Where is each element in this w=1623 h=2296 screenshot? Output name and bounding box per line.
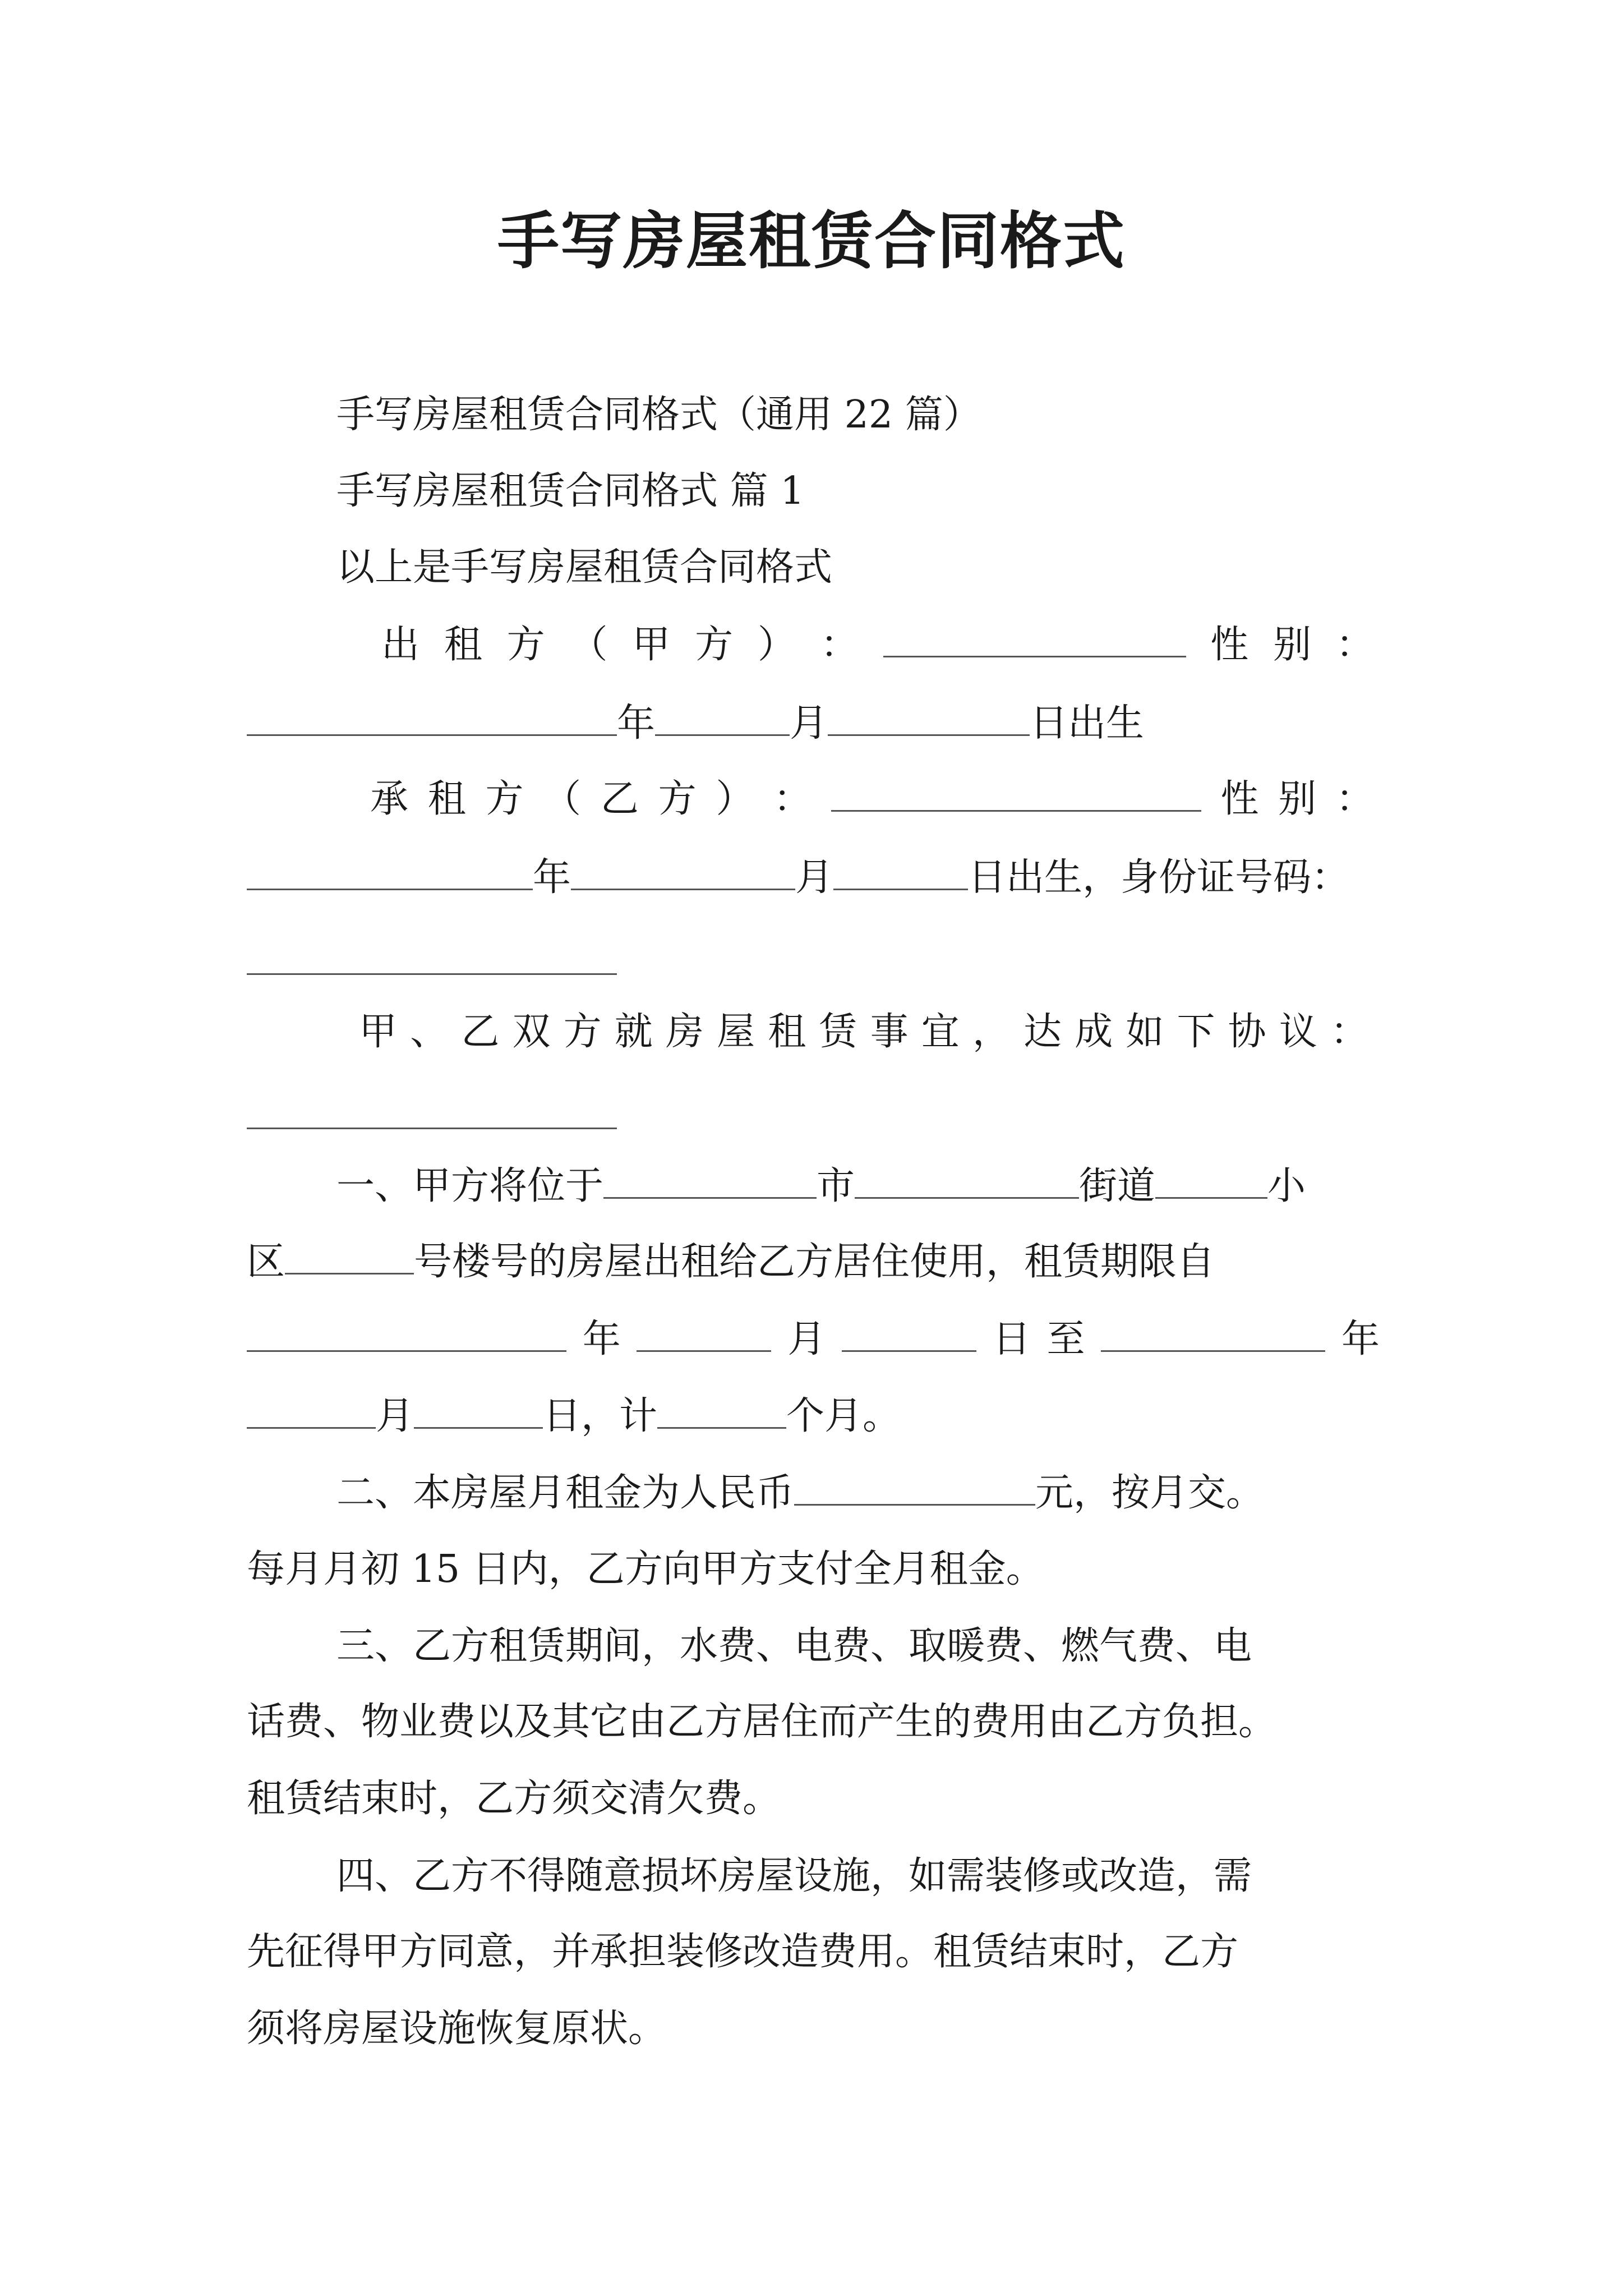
party-a-line <box>381 617 1374 673</box>
agreement-char: 赁 <box>819 1010 857 1054</box>
party-b-char: 方 <box>485 777 524 821</box>
clause3-line-1: 三、乙方租赁期间，水费、电费、取暖费、燃气费、电 <box>336 1624 1252 1668</box>
agreement-char: 双 <box>512 1010 551 1054</box>
party-a-name-blank <box>883 622 1186 657</box>
clause2-rent-blank <box>794 1470 1035 1506</box>
clause4-line-2: 先征得甲方同意，并承担装修改造费用。租赁结束时，乙方 <box>247 1930 1239 1974</box>
party-b-char: 方 <box>658 777 697 821</box>
clause1-end-month-label: 月 <box>376 1394 414 1438</box>
intro-line-2: 手写房屋租赁合同格式 篇 1 <box>336 469 805 513</box>
party-b-char: 乙 <box>600 777 639 821</box>
intro-line-1: 手写房屋租赁合同格式（通用 22 篇） <box>336 393 981 437</box>
agreement-char: 乙 <box>461 1010 500 1054</box>
party-a-birth-line <box>247 696 1380 752</box>
clause1-months-label: 个月。 <box>786 1394 901 1438</box>
clause1-district-label: 区 <box>247 1240 285 1284</box>
party-a-char: （ <box>569 623 608 667</box>
clause1-end-day-label: 日，计 <box>543 1394 658 1438</box>
clause1-month-label: 月 <box>787 1317 826 1361</box>
agreement-char: 方 <box>563 1010 602 1054</box>
party-a-gender-char: 性 <box>1210 623 1249 667</box>
agreement-char: 、 <box>410 1010 449 1054</box>
party-a-year-blank <box>247 700 617 736</box>
clause3-line-2: 话费、物业费以及其它由乙方居住而产生的费用由乙方负担。 <box>247 1700 1277 1744</box>
party-a-char: 方 <box>695 623 734 667</box>
clause1-start-year-blank <box>247 1316 566 1352</box>
clause1-start-day-blank <box>842 1316 976 1352</box>
clause1-months-blank <box>657 1393 786 1429</box>
party-a-char: ： <box>820 623 859 667</box>
party-b-year-blank <box>247 854 533 890</box>
clause1-year-label: 年 <box>582 1317 621 1361</box>
agreement-char: ， <box>972 1010 1011 1054</box>
party-b-gender-char: 别 <box>1278 777 1317 821</box>
party-b-char: 承 <box>370 777 409 821</box>
clause2-text: 二、本房屋月租金为人民币 <box>336 1471 795 1515</box>
party-b-line <box>370 771 1374 827</box>
party-a-char: 方 <box>506 623 545 667</box>
party-a-gender-char: 别 <box>1273 623 1312 667</box>
party-b-char: 租 <box>427 777 466 821</box>
clause1-end-year-label: 年 <box>1341 1317 1380 1361</box>
agreement-char: 就 <box>614 1010 653 1054</box>
clause1-community-blank <box>1155 1163 1267 1199</box>
party-b-char: （ <box>543 777 582 821</box>
party-a-char: ） <box>757 623 796 667</box>
clause1-line-2 <box>247 1234 1380 1290</box>
agreement-char: 成 <box>1075 1010 1113 1054</box>
clause1-line-3 <box>247 1312 1380 1368</box>
agreement-char: 事 <box>870 1010 909 1054</box>
agreement-char: 甲 <box>359 1010 398 1054</box>
clause4-line-1: 四、乙方不得随意损坏房屋设施，如需装修或改造，需 <box>336 1854 1252 1898</box>
party-a-char: 甲 <box>632 623 671 667</box>
clause1-day-label: 日 <box>992 1317 1031 1361</box>
intro-line-3: 以上是手写房屋租赁合同格式 <box>336 545 833 590</box>
clause1-end-day-blank <box>414 1393 543 1429</box>
clause1-text: 一、甲方将位于 <box>336 1164 604 1208</box>
party-a-year-label: 年 <box>617 701 656 746</box>
agreement-char: 如 <box>1126 1010 1164 1054</box>
clause1-line-4 <box>247 1388 1380 1444</box>
clause1-line-1 <box>247 1158 1469 1214</box>
clause2-line-2: 每月月初 15 日内，乙方向甲方支付全月租金。 <box>247 1547 1044 1591</box>
party-b-month-label: 月 <box>795 855 834 900</box>
clause1-end-year-blank <box>1101 1316 1325 1352</box>
party-a-month-label: 月 <box>790 701 828 746</box>
party-a-month-blank <box>655 700 790 736</box>
party-b-gender-char: 性 <box>1220 777 1259 821</box>
clause1-street-blank <box>855 1163 1079 1199</box>
agreement-char: ： <box>1330 1010 1368 1054</box>
clause1-city-blank <box>603 1163 817 1199</box>
party-b-day-blank <box>833 854 968 890</box>
party-b-birth-id-label: 日出生，身份证号码： <box>968 855 1350 900</box>
agreement-blank <box>247 1128 617 1129</box>
agreement-char: 屋 <box>717 1010 755 1054</box>
document-title: 手写房屋租赁合同格式 <box>497 205 1126 277</box>
party-b-name-blank <box>831 776 1201 812</box>
clause1-end-month-blank <box>247 1393 376 1429</box>
party-b-char: ） <box>716 777 754 821</box>
clause1-term-text: 号楼号的房屋出租给乙方居住使用，租赁期限自 <box>414 1240 1215 1284</box>
agreement-char: 房 <box>665 1010 704 1054</box>
clause4-line-3: 须将房屋设施恢复原状。 <box>247 2007 667 2051</box>
clause1-start-month-blank <box>637 1316 771 1352</box>
party-b-year-label: 年 <box>533 855 571 900</box>
clause2-unit-text: 元，按月交。 <box>1035 1471 1265 1515</box>
party-b-birth-line <box>247 850 1380 906</box>
party-b-month-blank <box>571 854 795 890</box>
agreement-char: 协 <box>1228 1010 1266 1054</box>
agreement-char: 下 <box>1177 1010 1215 1054</box>
agreement-char: 达 <box>1023 1010 1062 1054</box>
party-a-char: 出 <box>381 623 420 667</box>
clause1-city-label: 市 <box>817 1164 855 1208</box>
party-a-birth-label: 日出生 <box>1030 701 1145 746</box>
clause2-line-1 <box>247 1465 1469 1521</box>
party-a-gender-char: ： <box>1335 623 1374 667</box>
clause1-to-label: 至 <box>1046 1317 1085 1361</box>
clause1-community-label: 小 <box>1267 1164 1306 1208</box>
clause3-line-3: 租赁结束时，乙方须交清欠费。 <box>247 1777 781 1821</box>
agreement-char: 议 <box>1279 1010 1317 1054</box>
party-a-day-blank <box>828 700 1030 736</box>
clause1-street-label: 街道 <box>1079 1164 1156 1208</box>
agreement-line <box>359 1004 1368 1060</box>
party-b-id-blank <box>247 973 617 975</box>
agreement-char: 租 <box>768 1010 806 1054</box>
clause1-building-blank <box>285 1239 414 1274</box>
party-a-char: 租 <box>444 623 482 667</box>
party-b-gender-char: ： <box>1335 777 1374 821</box>
party-b-char: ： <box>773 777 812 821</box>
agreement-char: 宜 <box>921 1010 960 1054</box>
